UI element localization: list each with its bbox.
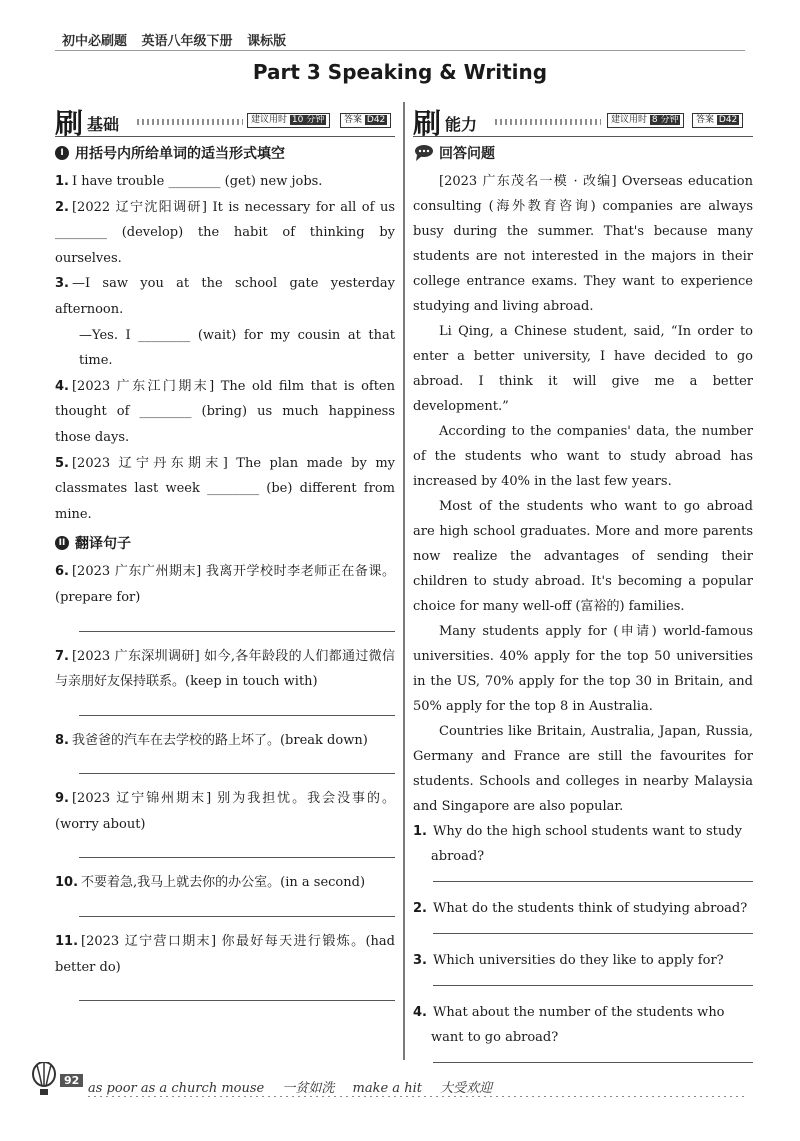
fill-item bbox=[55, 374, 395, 451]
answer-page: D42 bbox=[366, 115, 386, 125]
page-footer bbox=[30, 1062, 745, 1102]
part-title: Part 3 Speaking & Writing bbox=[252, 60, 548, 84]
brush-logo: 刷 bbox=[55, 107, 82, 140]
brush-logo: 刷 bbox=[413, 107, 440, 140]
section-title: 回答问题 bbox=[439, 146, 495, 162]
answer-tag bbox=[340, 113, 391, 128]
item-text: [2023 辽宁锦州期末] 别为我担忧。我会没事的。(worry about) bbox=[55, 791, 395, 832]
item-number: 3. bbox=[55, 276, 69, 292]
item-text: [2023 辽宁营口期末] 你最好每天进行锻炼。(had better do) bbox=[55, 934, 395, 975]
band-underline bbox=[55, 136, 395, 137]
band-dots bbox=[495, 119, 601, 125]
idiom-chinese: 大受欢迎 bbox=[440, 1081, 493, 1096]
column-divider bbox=[403, 102, 405, 1060]
reading-question bbox=[413, 948, 753, 973]
answer-line[interactable] bbox=[433, 881, 753, 882]
translate-item bbox=[55, 644, 395, 695]
basics-band bbox=[55, 102, 395, 140]
question-number: 3. bbox=[413, 953, 427, 968]
band-dots bbox=[137, 119, 243, 125]
translate-item bbox=[55, 559, 395, 610]
passage-paragraph: [2023 广东茂名一模 · 改编] Overseas education consulting (海外教育咨询) companies are always busy during the summer. That's because many students are not interested in the majors in their college entrance exams. They want to experience studying and living abroad. bbox=[413, 174, 753, 314]
idiom-chinese: 一贫如洗 bbox=[282, 1081, 335, 1096]
roman-numeral-badge: II bbox=[55, 536, 69, 550]
edition-name: 课标版 bbox=[247, 34, 287, 49]
answer-line[interactable] bbox=[79, 906, 395, 917]
item-number: 7. bbox=[55, 648, 69, 664]
left-column bbox=[55, 102, 395, 1013]
item-text: 我爸爸的汽车在去学校的路上坏了。(break down) bbox=[71, 732, 368, 748]
answer-label: 答案 bbox=[344, 115, 363, 125]
passage-paragraph: According to the companies' data, the number of the students who want to study abroad has increased by 40% in the last few years. bbox=[413, 424, 753, 489]
passage-paragraph: Most of the students who want to go abroad are high school graduates. More and more parents now realize the advantages of sending their children to study abroad. It's becoming a popular choice for many well-off (富裕的) families. bbox=[413, 499, 753, 614]
answer-line[interactable] bbox=[79, 705, 395, 716]
hot-air-balloon-icon bbox=[30, 1062, 58, 1096]
item-text: [2022 辽宁沈阳调研] It is necessary for all of us ________ (develop) the habit of thinking by ourselves. bbox=[55, 199, 395, 266]
item-text: [2023 广东广州期末] 我离开学校时李老师正在备课。(prepare for) bbox=[55, 564, 395, 605]
question-text: Which universities do they like to apply for? bbox=[432, 953, 724, 968]
roman-numeral-badge: I bbox=[55, 146, 69, 160]
speech-bubble-icon bbox=[413, 144, 435, 162]
item-text: —I saw you at the school gate yesterday afternoon. bbox=[55, 276, 395, 317]
item-number: 5. bbox=[55, 455, 69, 471]
page-number: 92 bbox=[60, 1074, 83, 1087]
passage-paragraph: Li Qing, a Chinese student, said, “In order to enter a better university, I have decided to go abroad. I think it will give me a better development.” bbox=[413, 324, 753, 414]
answer-line[interactable] bbox=[79, 621, 395, 632]
item-number: 11. bbox=[55, 934, 79, 950]
band-title: 基础 bbox=[87, 115, 120, 134]
question-text: What about the number of the students who want to go abroad? bbox=[431, 1005, 725, 1045]
question-number: 4. bbox=[413, 1005, 427, 1020]
item-text: [2023 广东江门期末] The old film that is often thought of ________ (bring) us much happiness those days. bbox=[55, 378, 395, 445]
fill-item bbox=[55, 169, 395, 195]
item-text-reply: —Yes. I ________ (wait) for my cousin at that time. bbox=[79, 327, 395, 369]
reading-question bbox=[413, 896, 753, 921]
section-title: 用括号内所给单词的适当形式填空 bbox=[75, 146, 285, 162]
answer-line[interactable] bbox=[79, 990, 395, 1001]
band-title: 能力 bbox=[445, 115, 478, 134]
passage-paragraph: Many students apply for (申请) world-famous universities. 40% apply for the top 50 universities in the US, 70% apply for the top 30 in Britain, and 50% apply for the top 8 in Australia. bbox=[413, 624, 753, 714]
item-number: 8. bbox=[55, 732, 69, 748]
translate-item bbox=[55, 870, 395, 896]
section-fill-heading bbox=[55, 143, 395, 163]
time-label: 建议用时 bbox=[611, 115, 648, 125]
ability-band bbox=[413, 102, 753, 140]
answer-line[interactable] bbox=[433, 985, 753, 986]
section-qa-heading bbox=[413, 143, 753, 163]
time-tag bbox=[247, 113, 330, 128]
question-text: Why do the high school students want to study abroad? bbox=[431, 824, 742, 864]
item-number: 9. bbox=[55, 791, 69, 807]
item-number: 6. bbox=[55, 564, 69, 580]
idiom-strip bbox=[88, 1077, 506, 1096]
section-translate-heading bbox=[55, 533, 395, 553]
idiom-english: as poor as a church mouse bbox=[88, 1081, 265, 1096]
answer-line[interactable] bbox=[433, 933, 753, 934]
question-text: What do the students think of studying abroad? bbox=[432, 901, 748, 916]
fill-item bbox=[55, 195, 395, 272]
answer-page: D42 bbox=[718, 115, 738, 125]
item-number: 4. bbox=[55, 378, 69, 394]
right-column bbox=[413, 102, 753, 1077]
item-text: [2023 广东深圳调研] 如今,各年龄段的人们都通过微信与亲朋好友保持联系。(keep in touch with) bbox=[55, 648, 395, 690]
series-name: 初中必刷题 bbox=[62, 34, 128, 49]
fill-item bbox=[55, 271, 395, 373]
time-label: 建议用时 bbox=[251, 115, 288, 125]
header-rule bbox=[55, 50, 745, 51]
question-number: 2. bbox=[413, 901, 427, 916]
band-underline bbox=[413, 136, 753, 137]
subject-name: 英语八年级下册 bbox=[141, 34, 233, 49]
item-text: [2023 辽宁丹东期末] The plan made by my classmates last week ________ (be) different from mine. bbox=[55, 455, 395, 522]
translate-item bbox=[55, 786, 395, 837]
question-number: 1. bbox=[413, 824, 427, 839]
time-value: 8 分钟 bbox=[651, 115, 679, 125]
reading-question bbox=[413, 819, 753, 869]
item-text: 不要着急,我马上就去你的办公室。(in a second) bbox=[81, 875, 366, 891]
item-number: 1. bbox=[55, 174, 69, 189]
reading-question bbox=[413, 1000, 753, 1050]
item-number: 2. bbox=[55, 199, 69, 215]
section-title: 翻译句子 bbox=[75, 536, 131, 553]
item-number: 10. bbox=[55, 875, 79, 891]
item-text: I have trouble ________ (get) new jobs. bbox=[71, 174, 323, 189]
time-value: 10 分钟 bbox=[291, 115, 325, 125]
idiom-english: make a hit bbox=[352, 1081, 422, 1096]
answer-line[interactable] bbox=[79, 847, 395, 858]
answer-tag bbox=[692, 113, 743, 128]
footer-rule bbox=[88, 1096, 745, 1097]
time-tag bbox=[607, 113, 684, 128]
answer-label: 答案 bbox=[696, 115, 715, 125]
translate-item bbox=[55, 929, 395, 980]
passage-paragraph: Countries like Britain, Australia, Japan, Russia, Germany and France are still the favourites for students. Schools and colleges in nearby Malaysia and Singapore are also popular. bbox=[413, 724, 753, 814]
answer-line[interactable] bbox=[79, 763, 395, 774]
fill-item bbox=[55, 451, 395, 528]
running-header bbox=[62, 30, 296, 49]
translate-item bbox=[55, 728, 395, 754]
